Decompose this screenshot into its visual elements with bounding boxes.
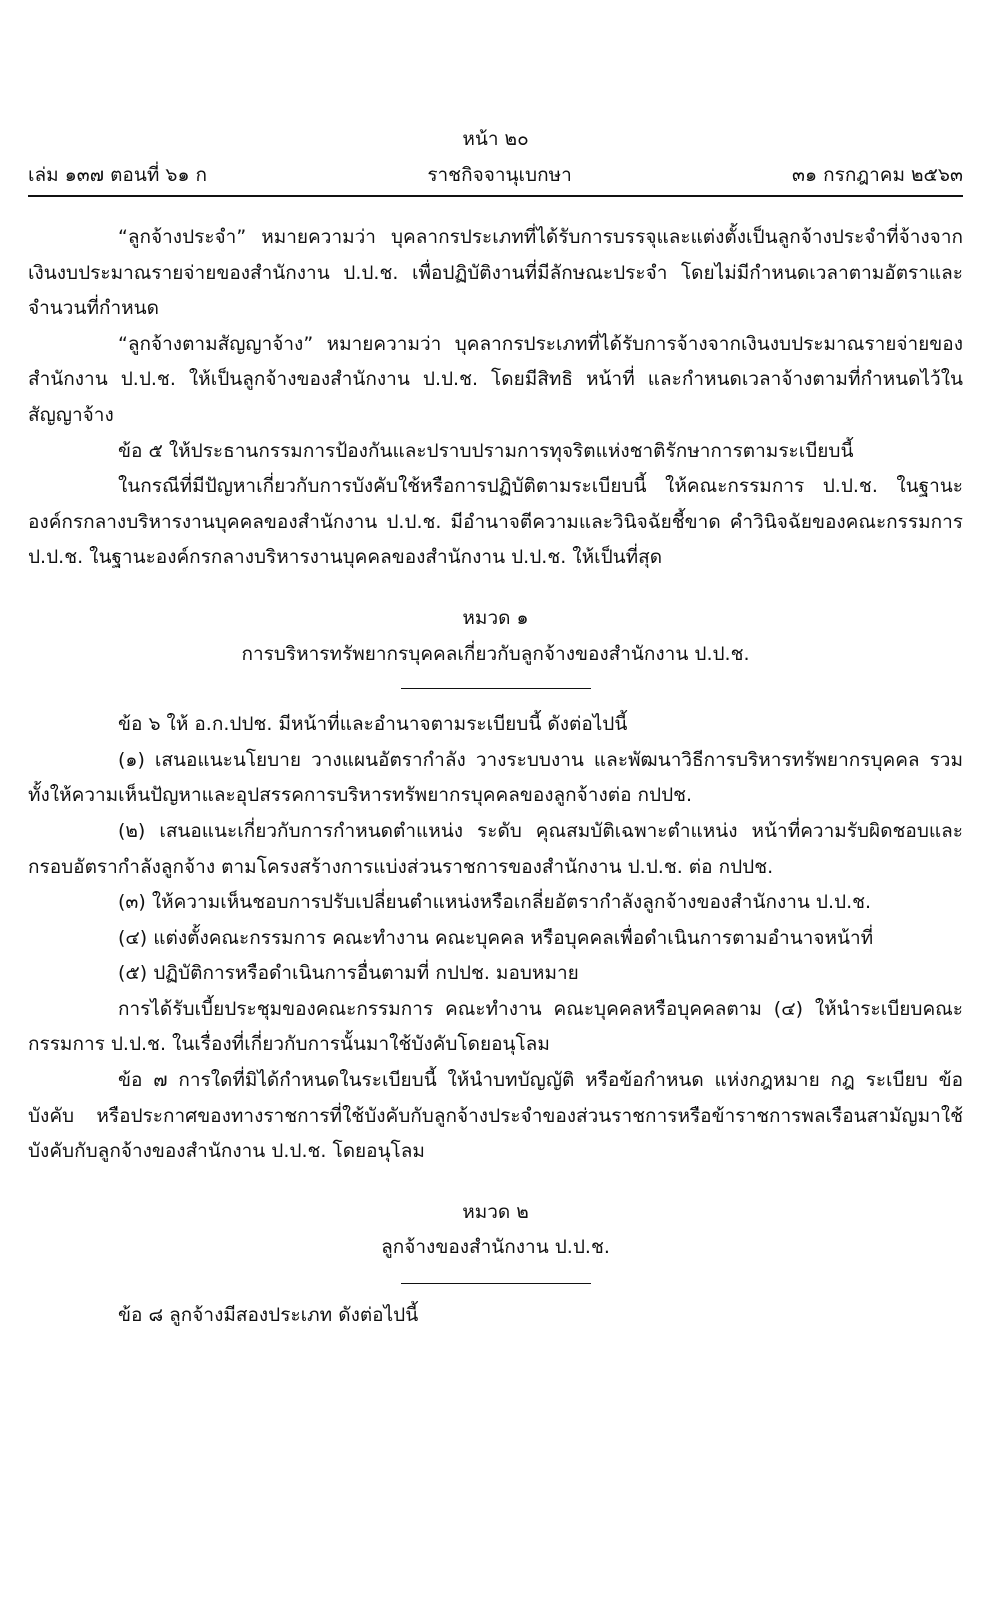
volume-issue: เล่ม ๑๓๗ ตอนที่ ๖๑ ก (28, 164, 208, 186)
clause-6-item-3: (๓) ให้ความเห็นชอบการปรับเปลี่ยนตำแหน่งหรือเกลี่ยอัตรากำลังลูกจ้างของสำนักงาน ป.ป.ช. (118, 891, 872, 914)
page-number: หน้า ๒๐ (462, 128, 529, 150)
clause-6-item-4: (๔) แต่งตั้งคณะกรรมการ คณะทำงาน คณะบุคคล หรือบุคคลเพื่อดำเนินการตามอำนาจหน้าที่ (118, 926, 874, 949)
clause-6-item-1: (๑) เสนอแนะนโยบาย วางแผนอัตรากำลัง วางระบบงาน และพัฒนาวิธีการบริหารทรัพยากรบุคคล รวมทั้งให้ความเห็นปัญหาและอุปสรรคการบริหารทรัพยากรบุคคลของลูกจ้างต่อ กปปช. (28, 748, 963, 807)
chapter-2-title: ลูกจ้างของสำนักงาน ป.ป.ช. (381, 1236, 610, 1259)
gazette-header (28, 160, 963, 190)
spacer (28, 576, 963, 601)
header-divider (28, 195, 963, 197)
clause-8: ข้อ ๘ ลูกจ้างมีสองประเภท ดังต่อไปนี้ (118, 1304, 419, 1327)
publication-date: ๓๑ กรกฎาคม ๒๕๖๓ (792, 164, 963, 186)
clause-6: ข้อ ๖ ให้ อ.ก.ปปช. มีหน้าที่และอำนาจตามระเบียบนี้ ดังต่อไปนี้ (118, 713, 628, 736)
clause-6-meeting-allowance: การได้รับเบี้ยประชุมของคณะกรรมการ คณะทำงาน คณะบุคคลหรือบุคคลตาม (๔) ให้นำระเบียบคณะกรรมการ ป.ป.ช. ในเรื่องที่เกี่ยวกับการนั้นมาใช้บังคับโดยอนุโลม (28, 997, 963, 1056)
definition-permanent-employee: “ลูกจ้างประจำ” หมายความว่า บุคลากรประเภทที่ได้รับการบรรจุและแต่งตั้งเป็นลูกจ้างประจำที่จ้างจากเงินงบประมาณรายจ่ายของสำนักงาน ป.ป.ช. เพื่อปฏิบัติงานที่มีลักษณะประจำ โดยไม่มีกำหนดเวลาตามอัตราและจำนวนที่กำหนด (28, 226, 963, 320)
chapter-1-title: การบริหารทรัพยากรบุคคลเกี่ยวกับลูกจ้างของสำนักงาน ป.ป.ช. (241, 642, 750, 665)
clause-5-interpretation: ในกรณีที่มีปัญหาเกี่ยวกับการบังคับใช้หรือการปฏิบัติตามระเบียบนี้ ให้คณะกรรมการ ป.ป.ช. ในฐานะองค์กรกลางบริหารงานบุคคลของสำนักงาน ป.ป.ช. มีอำนาจตีความและวินิจฉัยชี้ขาด คำวินิจฉัยของคณะกรรมการ ป.ป.ช. ในฐานะองค์กรกลางบริหารงานบุคคลของสำนักงาน ป.ป.ช. ให้เป็นที่สุด (28, 475, 963, 569)
chapter-1-divider (401, 688, 591, 689)
definition-contract-employee: “ลูกจ้างตามสัญญาจ้าง” หมายความว่า บุคลากรประเภทที่ได้รับการจ้างจากเงินงบประมาณรายจ่ายของสำนักงาน ป.ป.ช. ให้เป็นลูกจ้างของสำนักงาน ป.ป.ช. โดยมีสิทธิ หน้าที่ และกำหนดเวลาจ้างตามที่กำหนดไว้ในสัญญาจ้าง (28, 332, 963, 426)
gazette-name: ราชกิจจานุเบกษา (427, 164, 572, 186)
chapter-2-number: หมวด ๒ (462, 1200, 529, 1223)
clause-5: ข้อ ๕ ให้ประธานกรรมการป้องกันและปราบปรามการทุจริตแห่งชาติรักษาการตามระเบียบนี้ (118, 439, 854, 462)
clause-6-item-2: (๒) เสนอแนะเกี่ยวกับการกำหนดตำแหน่ง ระดับ คุณสมบัติเฉพาะตำแหน่ง หน้าที่ความรับผิดชอบและกรอบอัตรากำลังลูกจ้าง ตามโครงสร้างการแบ่งส่วนราชการของสำนักงาน ป.ป.ช. ต่อ กปปช. (28, 819, 963, 878)
chapter-1-number: หมวด ๑ (462, 606, 529, 629)
clause-7: ข้อ ๗ การใดที่มิได้กำหนดในระเบียบนี้ ให้นำบทบัญญัติ หรือข้อกำหนด แห่งกฎหมาย กฎ ระเบียบ ข้อบังคับ หรือประกาศของทางราชการที่ใช้บังคับกับลูกจ้างประจำของส่วนราชการหรือข้าราชการพลเรือนสามัญมาใช้บังคับกับลูกจ้างของสำนักงาน ป.ป.ช. โดยอนุโลม (28, 1069, 963, 1163)
document-body (28, 220, 963, 1334)
chapter-2-divider (401, 1283, 591, 1284)
clause-6-item-5: (๕) ปฏิบัติการหรือดำเนินการอื่นตามที่ กปปช. มอบหมาย (118, 962, 579, 985)
spacer (28, 1170, 963, 1195)
